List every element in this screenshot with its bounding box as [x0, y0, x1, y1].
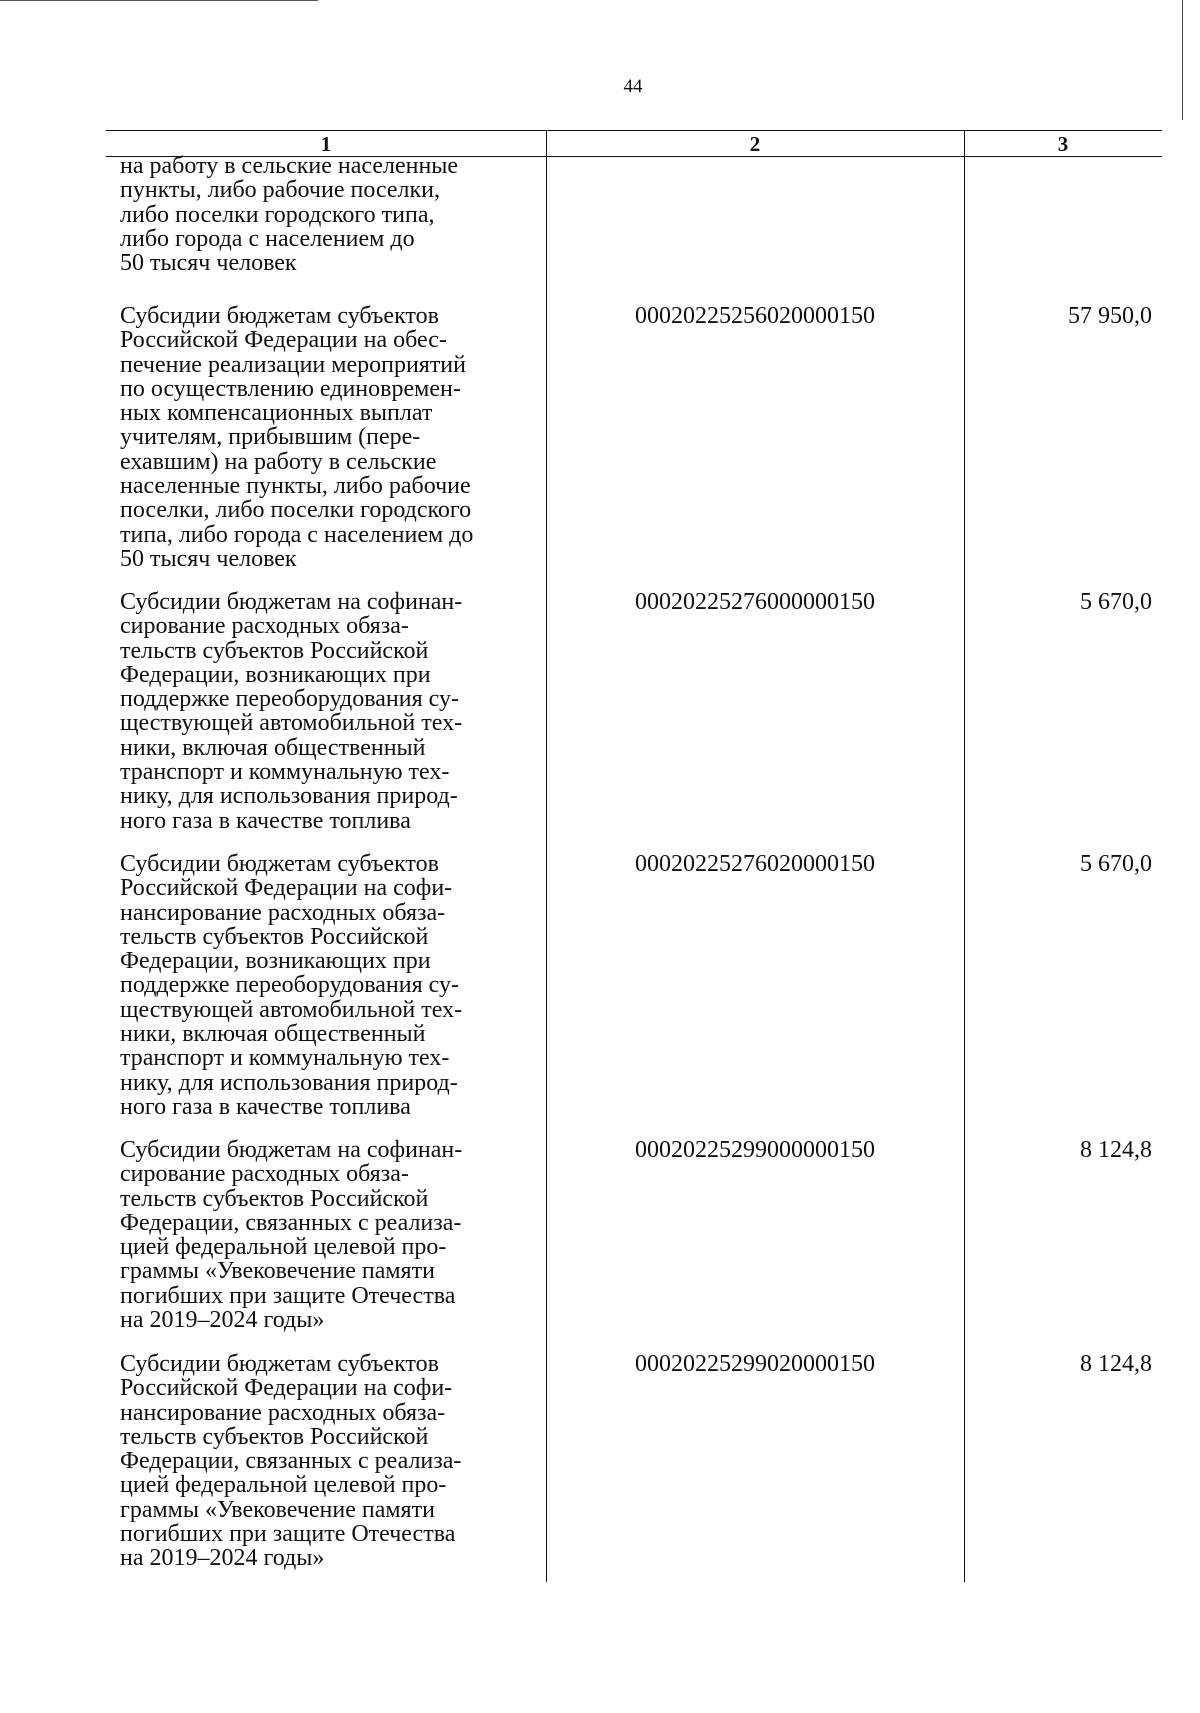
description-line: ехавшим) на работу в сельские [120, 448, 437, 475]
description-line: Субсидии бюджетам на софинан- [120, 589, 463, 615]
description-line: погибших при защите Отечества [120, 1282, 456, 1309]
description-line: тельств субъектов Российской [120, 1185, 429, 1212]
description-line: населенные пункты, либо рабочие [120, 473, 471, 500]
description-line: печение реализации мероприятий [120, 351, 466, 378]
description-line: транспорт и коммунальную тех- [120, 759, 450, 786]
row-code: 00020225256020000150 [635, 303, 875, 329]
description-line: нансирование расходных обяза- [120, 899, 446, 926]
description-line: нику, для использования природ- [120, 783, 458, 810]
scan-edge-right [1182, 0, 1183, 120]
description-line: либо города с населением до [120, 225, 415, 252]
column-header-1: 1 [320, 132, 332, 156]
description-line: поддержке переоборудования су- [120, 972, 459, 999]
row-amount: 57 950,0 [1068, 303, 1152, 329]
description-line: ществующей автомобильной тех- [120, 710, 463, 737]
description-line: Субсидии бюджетам субъектов [120, 1351, 439, 1377]
description-line: на работу в сельские населенные [120, 153, 459, 179]
description-line: Российской Федерации на софи- [120, 875, 453, 902]
description-line: ники, включая общественный [120, 734, 426, 761]
description-line: нику, для использования природ- [120, 1069, 458, 1096]
row-description [120, 304, 544, 571]
description-line: поддержке переоборудования су- [120, 686, 459, 713]
description-line: граммы «Увековечение памяти [120, 1258, 435, 1285]
description-line: сирование расходных обяза- [120, 613, 409, 640]
row-description [120, 154, 544, 275]
description-line: на 2019–2024 годы» [120, 1307, 325, 1334]
row-code: 00020225276000000150 [635, 589, 875, 615]
description-line: ществующей автомобильной тех- [120, 996, 463, 1023]
description-line: Федерации, возникающих при [120, 661, 431, 688]
description-line: сирование расходных обяза- [120, 1161, 409, 1188]
description-line: Федерации, связанных с реализа- [120, 1209, 462, 1236]
description-line: тельств субъектов Российской [120, 923, 429, 950]
description-line: Субсидии бюджетам на софинан- [120, 1137, 463, 1163]
budget-table [106, 130, 1162, 1582]
row-description [120, 852, 544, 1119]
description-line: учителям, прибывшим (пере- [120, 424, 421, 451]
description-line: пункты, либо рабочие поселки, [120, 177, 441, 204]
description-line: ного газа в качестве топлива [120, 1093, 411, 1120]
description-line: Субсидии бюджетам субъектов [120, 851, 439, 877]
row-description [120, 1138, 544, 1332]
row-amount: 5 670,0 [1080, 851, 1152, 877]
description-line: 50 тысяч человек [120, 250, 297, 277]
row-amount: 5 670,0 [1080, 589, 1152, 615]
row-code: 00020225299020000150 [635, 1351, 875, 1377]
description-line: Федерации, связанных с реализа- [120, 1448, 462, 1475]
description-line: поселки, либо поселки городского [120, 497, 472, 524]
description-line: Федерации, возникающих при [120, 948, 431, 975]
row-amount: 8 124,8 [1080, 1351, 1152, 1377]
description-line: по осуществлению единовремен- [120, 375, 461, 402]
description-line: погибших при защите Отечества [120, 1521, 456, 1548]
description-line: Российской Федерации на обес- [120, 327, 447, 354]
row-amount: 8 124,8 [1080, 1137, 1152, 1163]
description-line: граммы «Увековечение памяти [120, 1496, 435, 1523]
description-line: на 2019–2024 годы» [120, 1545, 325, 1572]
description-line: либо поселки городского типа, [120, 201, 435, 228]
description-line: цией федеральной целевой про- [120, 1472, 447, 1499]
row-description [120, 590, 544, 833]
description-line: 50 тысяч человек [120, 545, 297, 572]
description-line: ного газа в качестве топлива [120, 807, 411, 834]
description-line: Российской Федерации на софи- [120, 1375, 453, 1402]
description-line: Субсидии бюджетам субъектов [120, 303, 439, 329]
scan-edge-top [0, 0, 318, 1]
column-header-3: 3 [1057, 132, 1069, 156]
column-header-2: 2 [749, 132, 761, 156]
description-line: нансирование расходных обяза- [120, 1399, 446, 1426]
description-line: типа, либо города с населением до [120, 521, 474, 548]
description-line: ных компенсационных выплат [120, 400, 433, 427]
row-code: 00020225299000000150 [635, 1137, 875, 1163]
description-line: цией федеральной целевой про- [120, 1234, 447, 1261]
row-code: 00020225276020000150 [635, 851, 875, 877]
description-line: транспорт и коммунальную тех- [120, 1045, 450, 1072]
description-line: тельств субъектов Российской [120, 1423, 429, 1450]
description-line: тельств субъектов Российской [120, 637, 429, 664]
page-number: 44 [623, 76, 643, 97]
description-line: ники, включая общественный [120, 1021, 426, 1048]
row-description [120, 1352, 544, 1571]
